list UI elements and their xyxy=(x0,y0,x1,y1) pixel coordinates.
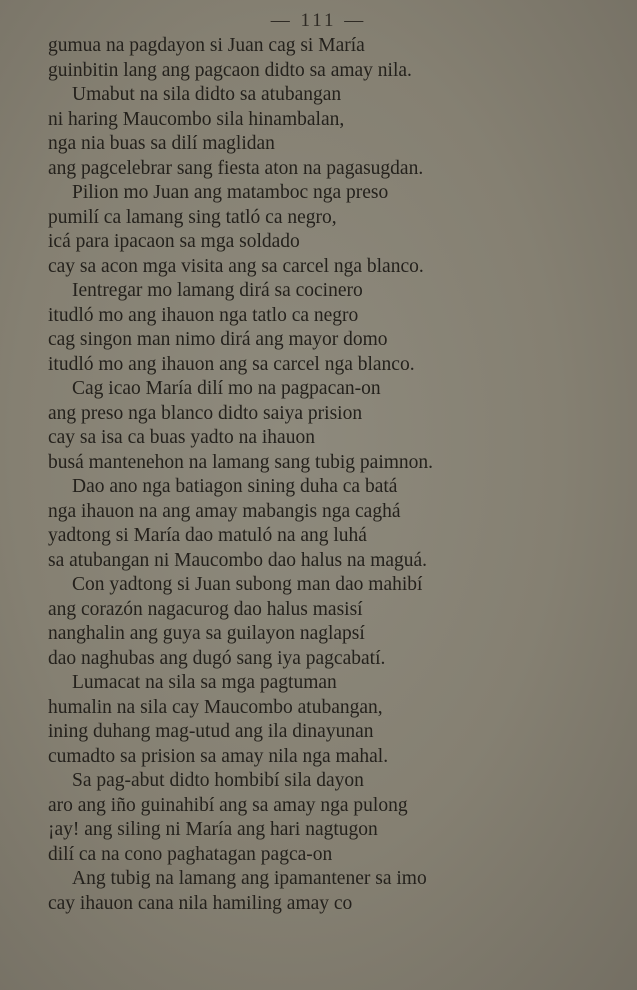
stanza xyxy=(48,279,603,377)
stanza xyxy=(48,34,603,83)
verse-line: ining duhang mag-utud ang ila dinayunan xyxy=(48,721,374,742)
stanza xyxy=(48,83,603,181)
verse-line: ang corazón nagacurog dao halus masisí xyxy=(48,598,363,620)
verse-line: nga ihauon na ang amay mabangis nga caghá xyxy=(48,500,401,522)
stanza xyxy=(48,475,603,573)
verse-line: cay sa isa ca buas yadto na ihauon xyxy=(48,427,315,448)
verse-line: ang preso nga blanco didto saiya prision xyxy=(48,402,363,424)
stanza xyxy=(48,671,603,769)
verse-line: dilí ca na cono paghatagan pagca-on xyxy=(48,843,333,865)
verse-line: busá mantenehon na lamang sang tubig paimnon. xyxy=(48,451,434,473)
verse-line: Cag icao María dilí mo na pagpacan-on xyxy=(72,378,381,399)
verse-line: cag singon man nimo dirá ang mayor domo xyxy=(48,329,388,350)
verse-line: ni haring Maucombo sila hinambalan, xyxy=(48,108,345,130)
verse-line: guinbitin lang ang pagcaon didto sa amay nila. xyxy=(48,59,412,81)
verse-line: pumilí ca lamang sing tatló ca negro, xyxy=(48,206,337,228)
verse-line: humalin na sila cay Maucombo atubangan, xyxy=(48,696,383,718)
verse-line: ¡ay! ang siling ni María ang hari nagtugon xyxy=(48,819,378,840)
verse-line: itudló mo ang ihauon nga tatlo ca negro xyxy=(48,304,359,326)
verse-line: Ang tubig na lamang ang ipamantener sa imo xyxy=(72,868,427,889)
stanza xyxy=(48,769,603,867)
verse-line: cay sa acon mga visita ang sa carcel nga blanco. xyxy=(48,255,424,277)
verse-line: Dao ano nga batiagon sining duha ca batá xyxy=(72,476,398,497)
verse-line: Umabut na sila didto sa atubangan xyxy=(72,84,342,105)
verse-line: Lumacat na sila sa mga pagtuman xyxy=(72,672,337,693)
verse-line: cumadto sa prision sa amay nila nga mahal. xyxy=(48,745,389,767)
verse-line: Con yadtong si Juan subong man dao mahibí xyxy=(72,574,423,595)
verse-line: gumua na pagdayon si Juan cag si María xyxy=(48,35,365,56)
verse-line: dao naghubas ang dugó sang iya pagcabatí. xyxy=(48,647,386,669)
verse-line: Sa pag-abut didto hombibí sila dayon xyxy=(72,770,364,791)
verse-line: aro ang iño guinahibí ang sa amay nga pulong xyxy=(48,794,408,816)
verse-line: Pilion mo Juan ang matamboc nga preso xyxy=(72,182,389,203)
stanza xyxy=(48,377,603,475)
verse-line: nanghalin ang guya sa guilayon naglapsí xyxy=(48,623,365,644)
verse-line: sa atubangan ni Maucombo dao halus na maguá. xyxy=(48,549,428,571)
stanza xyxy=(48,573,603,671)
stanza xyxy=(48,181,603,279)
verse-line: icá para ipacaon sa mga soldado xyxy=(48,231,300,252)
poem-text xyxy=(48,34,603,916)
verse-line: yadtong si María dao matuló na ang luhá xyxy=(48,525,367,546)
verse-line: cay ihauon cana nila hamiling amay co xyxy=(48,892,353,914)
stanza xyxy=(48,867,603,916)
verse-line: Ientregar mo lamang dirá sa cocinero xyxy=(72,280,363,301)
verse-line: ang pagcelebrar sang fiesta aton na pagasugdan. xyxy=(48,157,424,179)
verse-line: nga nia buas sa dilí maglidan xyxy=(48,133,275,154)
verse-line: itudló mo ang ihauon ang sa carcel nga blanco. xyxy=(48,353,415,375)
page-number: — 111 — xyxy=(270,10,367,31)
